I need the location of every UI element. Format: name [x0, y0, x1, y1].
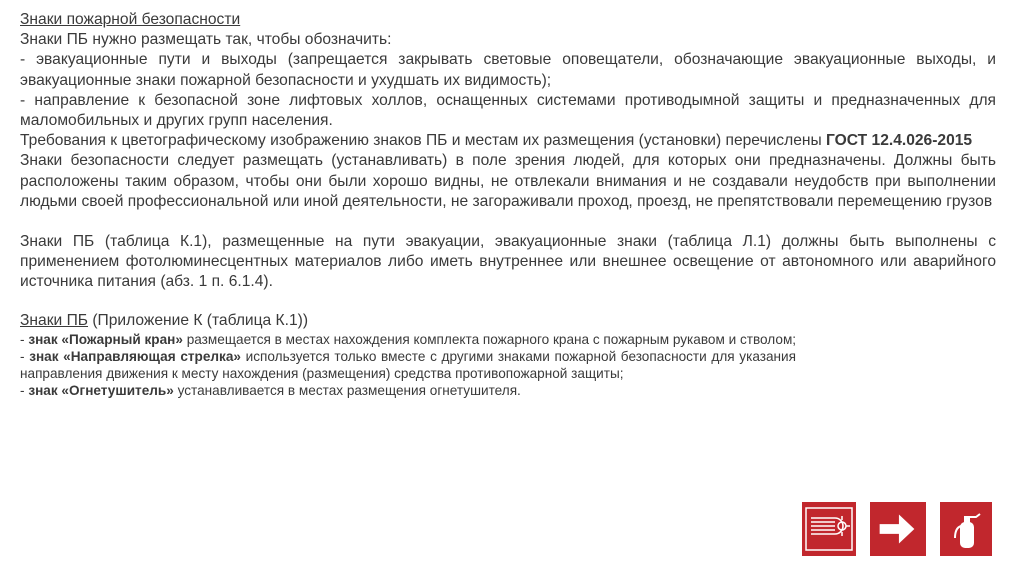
appendix-heading-underlined: Знаки ПБ [20, 311, 89, 329]
sign-desc-extinguisher: устанавливается в местах размещения огнетушителя. [173, 383, 521, 399]
photoluminescent-paragraph: Знаки ПБ (таблица К.1), размещенные на пути эвакуации, эвакуационные знаки (таблица Л.1) должны быть выполнены с применением фотолюминесцентных материалов либо иметь внутреннее или внешнее освещение от автономного или аварийного источника питания (абз. 1 п. 6.1.4). [20, 233, 996, 291]
list-item-fire-hydrant [20, 331, 996, 348]
sign-desc-fire-hydrant: размещается в местах нахождения комплекта пожарного крана с пожарным рукавом и стволом; [182, 331, 797, 347]
fire-hose-icon [802, 502, 856, 556]
gost-reference: ГОСТ 12.4.026-2015 [826, 132, 973, 150]
fire-extinguisher-icon [940, 502, 990, 556]
appendix-heading [20, 311, 996, 331]
sign-name-fire-hydrant: знак «Пожарный кран» [28, 331, 183, 347]
direction-arrow-icon [870, 502, 926, 556]
sign-name-extinguisher: знак «Огнетушитель» [28, 383, 174, 399]
bullet-evacuation: - эвакуационные пути и выходы (запрещается закрывать световые оповещатели, обозначающие эвакуационные выходы, и эвакуационные знаки пожарной безопасности и ухудшать их видимость); [20, 51, 996, 89]
placement-paragraph: Знаки безопасности следует размещать (устанавливать) в поле зрения людей, для которых они предназначены. Должны быть расположены таким образом, чтобы они были хорошо видны, не отвлекали внимания и не создавали неудобств при выполнении людьми своей профессиональной или иной деятельности, не загораживали проход, проезд, не препятствовали перемещению грузов [20, 152, 996, 210]
appendix-heading-rest: (Приложение К (таблица К.1)) [88, 311, 309, 329]
list-item-prefix: - [20, 383, 29, 399]
list-item-direction-arrow [20, 348, 996, 382]
list-item-prefix: - [20, 331, 29, 347]
list-item-extinguisher [20, 382, 996, 399]
slide-text [20, 10, 996, 400]
requirements-paragraph [20, 131, 996, 151]
fire-safety-signs [802, 502, 990, 556]
sign-name-direction-arrow: знак «Направляющая стрелка» [29, 349, 241, 365]
bullet-elevator: - направление к безопасной зоне лифтовых холлов, оснащенных системами противодымной защиты и предназначенных для маломобильных и других групп населения. [20, 91, 996, 130]
list-item-prefix: - [20, 349, 30, 365]
requirements-text: Требования к цветографическому изображению знаков ПБ и местам их размещения (установки) перечислены [20, 132, 827, 150]
intro-line: Знаки ПБ нужно размещать так, чтобы обозначить: [20, 31, 392, 49]
sign-desc-direction-arrow: используется только вместе с другими знаками пожарной безопасности для указания направления движения к месту нахождения (размещения) средства противопожарной защиты; [20, 349, 796, 382]
slide-title: Знаки пожарной безопасности [20, 11, 241, 28]
